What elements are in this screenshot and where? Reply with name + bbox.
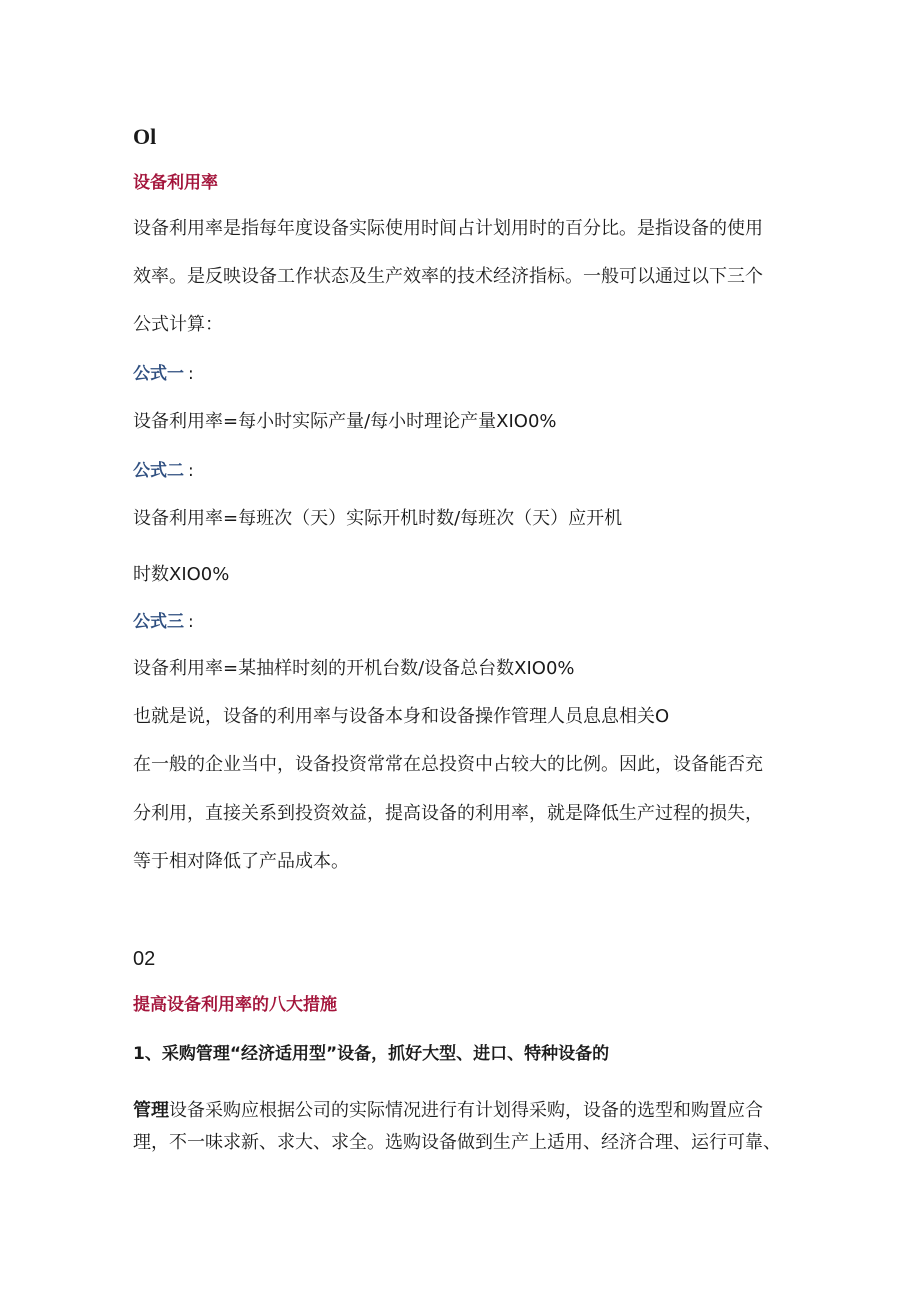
formula-heading-3 [133,610,194,634]
measure-paragraph-line-1 [133,1099,763,1123]
measure-text: 设备采购应根据公司的实际情况进行有计划得采购，设备的选型和购置应合 [169,1100,763,1121]
formula-colon: : [188,364,194,384]
formula-colon: : [188,461,194,481]
paragraph-line: 在一般的企业当中，设备投资常常在总投资中占较大的比例。因此，设备能否充 [133,754,763,775]
paragraph-line: 分利用，直接关系到投资效益，提高设备的利用率，就是降低生产过程的损失， [133,803,763,824]
paragraph-line: 也就是说，设备的利用率与设备本身和设备操作管理人员息息相关O [133,706,670,727]
measure-lead: 管理 [133,1100,169,1121]
paragraph-line: 公式计算： [133,314,223,335]
formula-label: 公式三 [133,612,184,632]
formula-text-1: 设备利用率=每小时实际产量/每小时理论产量XIO0% [133,411,557,432]
formula-colon: : [188,612,194,632]
measure-title-1: 1、采购管理“经济适用型”设备，抓好大型、进口、特种设备的 [133,1044,610,1064]
formula-text-2a: 设备利用率=每班次（天）实际开机时数/每班次（天）应开机 [133,508,623,529]
section-heading-1: 设备利用率 [133,173,218,193]
section-heading-2: 提高设备利用率的八大措施 [133,995,337,1015]
formula-label: 公式一 [133,364,184,384]
section-number-2: 02 [133,948,156,970]
formula-label: 公式二 [133,461,184,481]
section-number-1: Ol [133,124,157,149]
paragraph-line: 效率。是反映设备工作状态及生产效率的技术经济指标。一般可以通过以下三个 [133,266,763,287]
formula-text-2b: 时数XIO0% [133,564,230,585]
paragraph-line: 等于相对降低了产品成本。 [133,851,349,872]
formula-text-3: 设备利用率=某抽样时刻的开机台数/设备总台数XIO0% [133,658,575,679]
paragraph-line: 设备利用率是指每年度设备实际使用时间占计划用时的百分比。是指设备的使用 [133,218,763,239]
measure-paragraph-line-2: 理，不一味求新、求大、求全。选购设备做到生产上适用、经济合理、运行可靠、 [133,1132,781,1153]
formula-heading-2 [133,459,194,483]
formula-heading-1 [133,362,194,386]
